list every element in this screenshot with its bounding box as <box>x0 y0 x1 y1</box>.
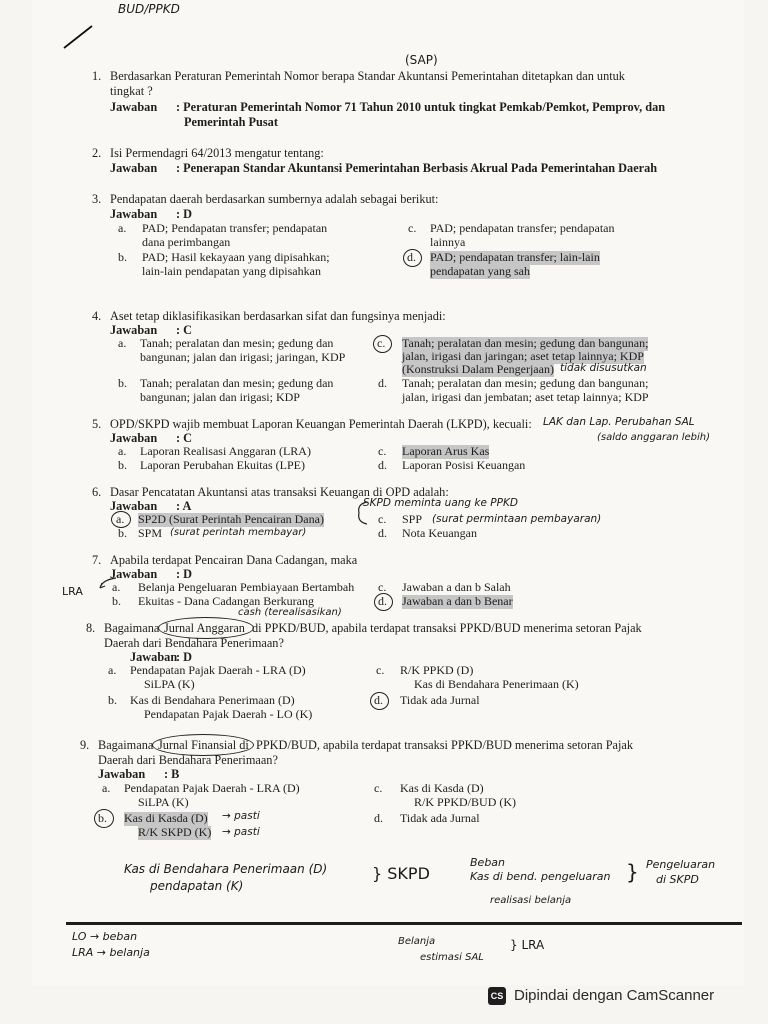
q3-option-d-label: d. <box>407 250 416 264</box>
q5-option-a: Laporan Realisasi Anggaran (LRA) <box>140 444 311 458</box>
q6-option-d: Nota Keuangan <box>402 526 477 540</box>
q9-text-a: Bagaimana <box>98 738 154 752</box>
q8-option-c-l2: Kas di Bendahara Penerimaan (K) <box>414 677 579 691</box>
q7-option-c-label: c. <box>378 580 387 594</box>
q9-option-b-note2: → pasti <box>222 826 260 838</box>
q6-option-c-note: (surat permintaan pembayaran) <box>432 513 602 525</box>
note-left-l1: Kas di Bendahara Penerimaan (D) <box>124 862 328 876</box>
q7-option-a-label: a. <box>112 580 121 594</box>
q7-text: Apabila terdapat Pencairan Dana Cadangan, maka <box>110 553 358 567</box>
q6-answer-label: Jawaban <box>110 499 158 513</box>
q8-option-d: Tidak ada Jurnal <box>400 693 480 707</box>
q5-note-l1: LAK dan Lap. Perubahan SAL <box>543 416 695 428</box>
q4-option-a-l2: bangunan; jalan dan irigasi; jaringan, KDP <box>140 350 346 364</box>
q8-option-a-l2: SiLPA (K) <box>144 677 195 691</box>
q8-text-c: di PPKD/BUD, apabila terdapat transaksi PPKD/BUD menerima setoran Pajak <box>252 621 642 635</box>
q2-text: Isi Permendagri 64/2013 mengatur tentang: <box>110 146 324 160</box>
q5-option-d-label: d. <box>378 458 387 472</box>
camscanner-logo-icon: CS <box>488 987 506 1005</box>
q8-option-b-l2: Pendapatan Pajak Daerah - LO (K) <box>144 707 313 721</box>
note-right-tag-l2: di SKPD <box>656 873 699 886</box>
q4-option-b-l2: bangunan; jalan dan irigasi; KDP <box>140 390 300 404</box>
q4-option-b-l1: Tanah; peralatan dan mesin; gedung dan <box>140 376 334 390</box>
q6-option-d-label: d. <box>378 526 387 540</box>
q4-option-d-l2: jalan, irigasi dan jembatan; aset tetap lainnya; KDP <box>402 390 649 404</box>
q7-under-note: cash (terealisasikan) <box>238 607 342 618</box>
note-right-brace: } <box>626 860 639 884</box>
bottom-right-l2: estimasi SAL <box>420 952 484 963</box>
q7-option-a: Belanja Pengeluaran Pembiayaan Bertambah <box>138 580 355 594</box>
q5-option-c: Laporan Arus Kas <box>402 444 490 458</box>
q3-option-a-label: a. <box>118 221 127 235</box>
q3-option-c-l2: lainnya <box>430 235 466 249</box>
q5-option-c-label: c. <box>378 444 387 458</box>
note-left-brace: } SKPD <box>372 864 430 883</box>
q6-option-c-label: c. <box>378 512 387 526</box>
q5-option-d: Laporan Posisi Keuangan <box>402 458 526 472</box>
bottom-divider <box>66 922 742 925</box>
q5-answer-label: Jawaban <box>110 431 158 445</box>
q9-answer: : B <box>164 767 180 781</box>
q1-answer-l2: Pemerintah Pusat <box>184 115 278 129</box>
q9-option-c-l2: R/K PPKD/BUD (K) <box>414 795 517 809</box>
q4-option-d-label: d. <box>378 376 387 390</box>
q9-answer-label: Jawaban <box>98 767 146 781</box>
q7-answer-label: Jawaban <box>110 567 158 581</box>
q7-option-d-label: d. <box>378 594 387 608</box>
q3-option-a-l2: dana perimbangan <box>142 235 231 249</box>
q9-option-b-l2: R/K SKPD (K) <box>138 825 212 839</box>
q6-option-b-label: b. <box>118 526 127 540</box>
q8-option-a-l1: Pendapatan Pajak Daerah - LRA (D) <box>130 663 306 677</box>
q6-option-a: SP2D (Surat Perintah Pencairan Dana) <box>138 512 324 526</box>
note-left-l2: pendapatan (K) <box>150 879 244 893</box>
q7-option-b: Ekuitas - Dana Cadangan Berkurang <box>138 594 314 608</box>
q9-option-a-l1: Pendapatan Pajak Daerah - LRA (D) <box>124 781 300 795</box>
q6-note-top: SKPD meminta uang ke PPKD <box>363 497 518 509</box>
q9-option-d: Tidak ada Jurnal <box>400 811 480 825</box>
q7-option-c: Jawaban a dan b Salah <box>402 580 511 594</box>
q8-answer-label: Jawaban <box>130 650 178 664</box>
q3-option-a-l1: PAD; Pendapatan transfer; pendapatan <box>142 221 328 235</box>
note-right-l2: Kas di bend. pengeluaran <box>470 870 611 883</box>
q4-option-d-l1: Tanah; peralatan dan mesin; gedung dan bangunan; <box>402 376 649 390</box>
q9-text-b: Jurnal Finansial di <box>158 738 249 752</box>
q6-option-a-label: a. <box>116 512 125 526</box>
q8-option-b-label: b. <box>108 693 117 707</box>
q5-note-l2: (saldo anggaran lebih) <box>597 432 711 443</box>
q4-option-c-l3: (Konstruksi Dalam Pengerjaan) <box>402 362 554 376</box>
q8-option-c-l1: R/K PPKD (D) <box>400 663 474 677</box>
q2-number: 2. <box>92 146 102 160</box>
q9-option-b-l1: Kas di Kasda (D) <box>124 811 208 825</box>
q5-option-b: Laporan Perubahan Ekuitas (LPE) <box>140 458 305 472</box>
q8-text-a: Bagaimana <box>104 621 160 635</box>
q9-option-c-l1: Kas di Kasda (D) <box>400 781 484 795</box>
q3-text: Pendapatan daerah berdasarkan sumbernya adalah sebagai berikut: <box>110 192 439 206</box>
q1-text-l1: Berdasarkan Peraturan Pemerintah Nomor berapa Standar Akuntansi Pemerintahan ditetapkan dan untuk <box>110 69 625 83</box>
note-right-tag-l1: Pengeluaran <box>646 858 716 871</box>
q9-text-c: PPKD/BUD, apabila terdapat transaksi PPKD/BUD menerima setoran Pajak <box>256 738 634 752</box>
q3-answer-label: Jawaban <box>110 207 158 221</box>
note-right-l1: Beban <box>470 856 506 869</box>
q4-answer-label: Jawaban <box>110 323 158 337</box>
q9-option-a-label: a. <box>102 781 111 795</box>
bracket-mark-icon <box>355 500 369 526</box>
q4-option-c-label: c. <box>377 336 386 350</box>
q9-number: 9. <box>80 738 90 752</box>
q7-option-d: Jawaban a dan b Benar <box>402 594 513 608</box>
q6-option-b: SPM <box>138 526 163 540</box>
check-mark-icon <box>60 22 96 52</box>
q5-option-a-label: a. <box>118 444 127 458</box>
bottom-left-l2: LRA → belanja <box>72 946 150 959</box>
q9-option-d-label: d. <box>374 811 383 825</box>
q8-option-c-label: c. <box>376 663 385 677</box>
q3-option-b-l1: PAD; Hasil kekayaan yang dipisahkan; <box>142 250 330 264</box>
camscanner-watermark: Dipindai dengan CamScanner <box>514 987 715 1004</box>
q2-answer: : Penerapan Standar Akuntansi Pemerintahan Berbasis Akrual Pada Pemerintahan Daerah <box>176 161 658 175</box>
q7-answer: : D <box>176 567 193 581</box>
q9-option-c-label: c. <box>374 781 383 795</box>
q4-text: Aset tetap diklasifikasikan berdasarkan sifat dan fungsinya menjadi: <box>110 309 446 323</box>
q7-side-note: LRA <box>62 585 83 598</box>
q3-option-b-label: b. <box>118 250 127 264</box>
q6-option-b-note: (surat perintah membayar) <box>170 527 307 538</box>
bottom-right-tag: } LRA <box>510 938 545 952</box>
q3-option-c-label: c. <box>408 221 417 235</box>
q3-option-b-l2: lain-lain pendapatan yang dipisahkan <box>142 264 321 278</box>
q8-text-b: Jurnal Anggaran <box>164 621 245 635</box>
q3-number: 3. <box>92 192 102 206</box>
q3-option-d-l2: pendapatan yang sah <box>430 264 530 278</box>
q5-option-b-label: b. <box>118 458 127 472</box>
q1-answer-label: Jawaban <box>110 100 158 114</box>
note-right-l3: realisasi belanja <box>490 895 572 906</box>
q4-answer: : C <box>176 323 193 337</box>
q3-option-d-l1: PAD; pendapatan transfer; lain-lain <box>430 250 600 264</box>
q4-option-c-l2: jalan, irigasi dan jaringan; aset tetap lainnya; KDP <box>402 349 644 363</box>
q6-answer: : A <box>176 499 192 513</box>
q4-option-c-l1: Tanah; peralatan dan mesin; gedung dan bangunan; <box>402 336 649 350</box>
q9-option-a-l2: SiLPA (K) <box>138 795 189 809</box>
q8-number: 8. <box>86 621 96 635</box>
q5-number: 5. <box>92 417 102 431</box>
q1-number: 1. <box>92 69 102 83</box>
q8-option-a-label: a. <box>108 663 117 677</box>
q4-option-a-label: a. <box>118 336 127 350</box>
q9-option-b-label: b. <box>98 811 107 825</box>
q3-answer: : D <box>176 207 193 221</box>
q2-answer-label: Jawaban <box>110 161 158 175</box>
q8-option-d-label: d. <box>374 693 383 707</box>
q1-text-l2: tingkat ? <box>110 84 153 98</box>
top-note: BUD/PPKD <box>118 2 180 16</box>
q8-answer: : D <box>176 650 193 664</box>
bottom-left-l1: LO → beban <box>72 930 138 943</box>
q7-option-b-label: b. <box>112 594 121 608</box>
q6-text: Dasar Pencatatan Akuntansi atas transaksi Keuangan di OPD adalah: <box>110 485 449 499</box>
q7-number: 7. <box>92 553 102 567</box>
q9-text-l2: Daerah dari Bendahara Penerimaan? <box>98 753 278 767</box>
q6-option-c: SPP <box>402 512 423 526</box>
q3-option-c-l1: PAD; pendapatan transfer; pendapatan <box>430 221 615 235</box>
q4-option-a-l1: Tanah; peralatan dan mesin; gedung dan <box>140 336 334 350</box>
sap-note: (SAP) <box>405 53 438 67</box>
q8-option-b-l1: Kas di Bendahara Penerimaan (D) <box>130 693 295 707</box>
q4-note: tidak disusutkan <box>560 362 647 374</box>
q8-text-l2: Daerah dari Bendahara Penerimaan? <box>104 636 284 650</box>
q6-number: 6. <box>92 485 102 499</box>
q4-number: 4. <box>92 309 102 323</box>
q5-text: OPD/SKPD wajib membuat Laporan Keuangan Pemerintah Daerah (LKPD), kecuali: <box>110 417 532 431</box>
bottom-right-l1: Belanja <box>398 936 436 947</box>
q5-answer: : C <box>176 431 193 445</box>
q1-answer-l1: : Peraturan Pemerintah Nomor 71 Tahun 2010 untuk tingkat Pemkab/Pemkot, Pemprov, dan <box>176 100 666 114</box>
q4-option-b-label: b. <box>118 376 127 390</box>
q9-option-b-note1: → pasti <box>222 810 260 822</box>
